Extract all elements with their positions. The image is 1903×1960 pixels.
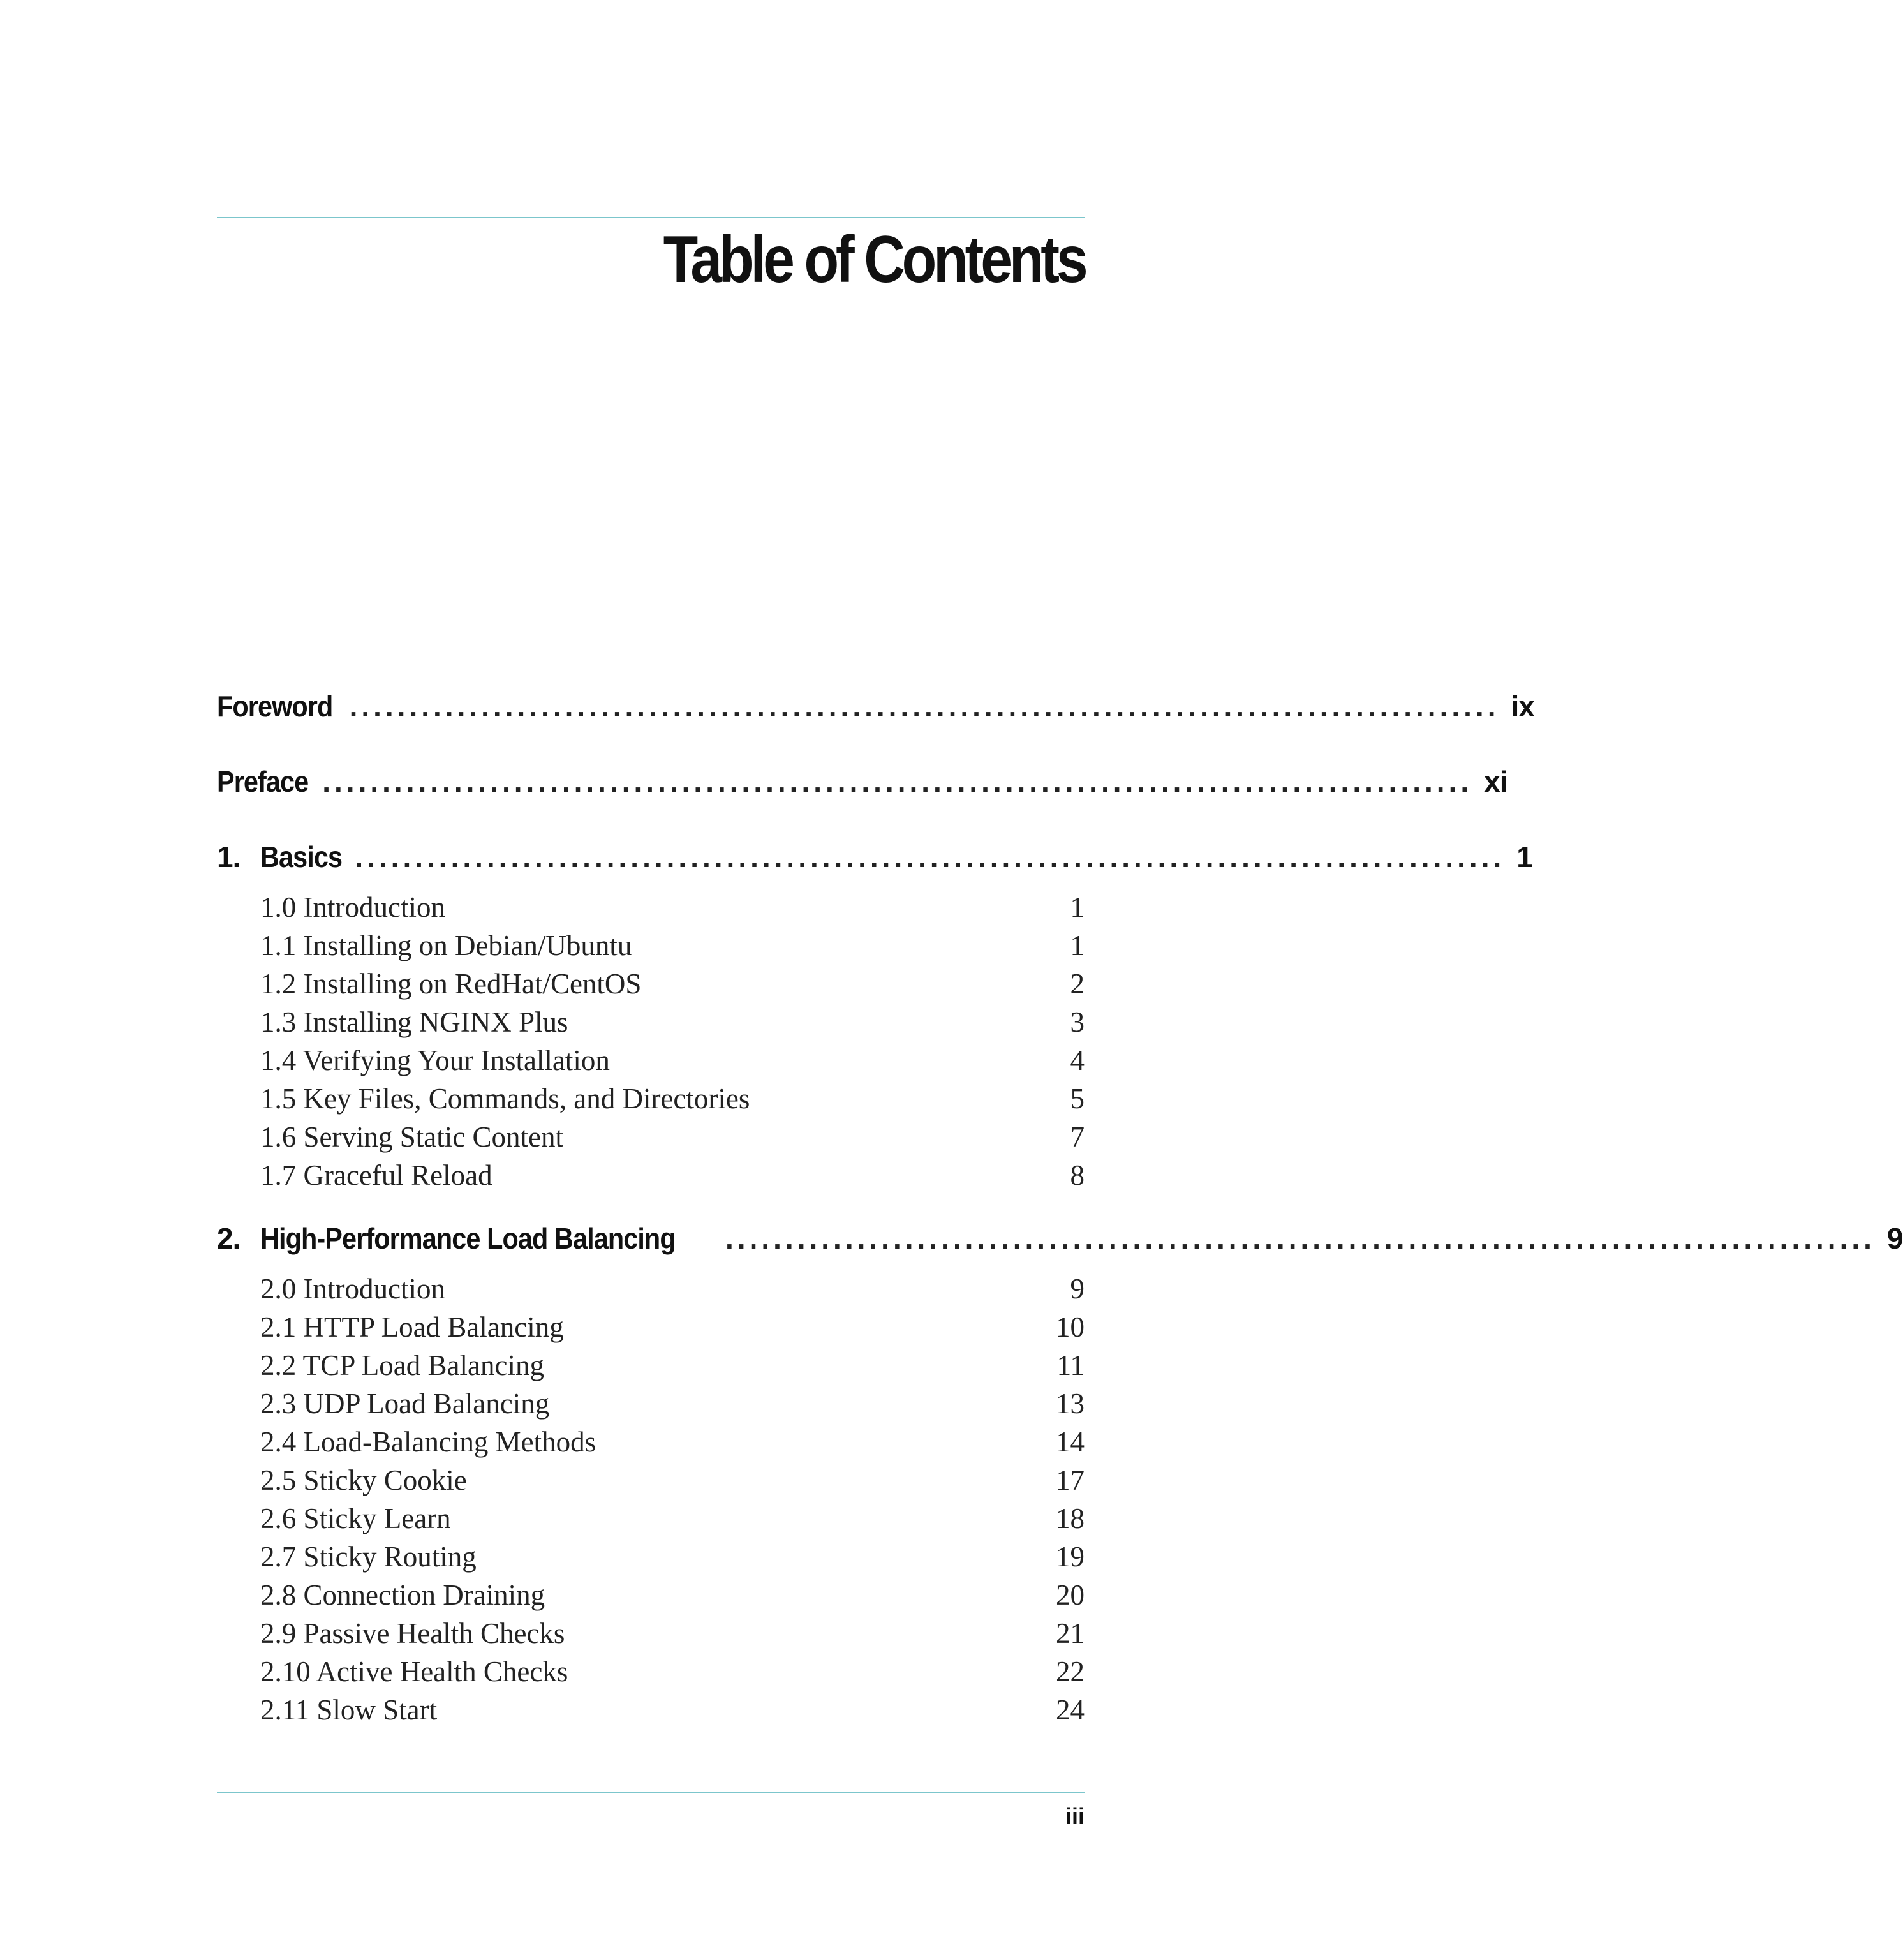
chapter-title: Basics [260, 840, 343, 873]
toc-section-entry[interactable] [217, 1387, 1085, 1425]
toc-section-entry[interactable] [217, 1272, 1085, 1310]
bottom-rule [217, 1792, 1085, 1793]
toc-page-number: 17 [1056, 1464, 1085, 1496]
toc-page-number: 21 [1056, 1617, 1085, 1649]
page-folio: iii [1065, 1803, 1085, 1829]
toc-entry-label: Foreword [217, 690, 333, 723]
toc-section-label: 1.6 Serving Static Content [260, 1121, 563, 1153]
toc-page-number: 2 [1070, 968, 1085, 1000]
table-of-contents [217, 689, 1903, 1756]
dot-leader: ................................................................................................ [349, 690, 1500, 723]
toc-chapter-2[interactable] [217, 1221, 1903, 1272]
toc-section-entry[interactable] [217, 1693, 1085, 1732]
toc-page-number: 3 [1070, 1006, 1085, 1038]
toc-section-label: 2.9 Passive Health Checks [260, 1617, 565, 1649]
toc-section-label: 2.6 Sticky Learn [260, 1503, 451, 1534]
toc-section-label: 2.8 Connection Draining [260, 1579, 545, 1611]
toc-page-number: 7 [1070, 1121, 1085, 1153]
toc-section-label: 2.11 Slow Start [260, 1694, 438, 1726]
toc-section-label: 2.3 UDP Load Balancing [260, 1388, 550, 1420]
toc-entry-label: Preface [217, 765, 309, 798]
toc-page-number: 11 [1056, 1349, 1085, 1381]
toc-page-number: 5 [1070, 1083, 1085, 1115]
toc-page-number: 13 [1056, 1388, 1085, 1420]
toc-section-entry[interactable] [217, 1310, 1085, 1349]
toc-section-entry[interactable] [217, 967, 1085, 1006]
toc-section-label: 1.7 Graceful Reload [260, 1159, 492, 1191]
toc-section-label: 2.10 Active Health Checks [260, 1656, 568, 1688]
toc-page-number: 22 [1056, 1656, 1085, 1688]
toc-section-label: 1.5 Key Files, Commands, and Directories [260, 1083, 750, 1115]
toc-section-entry[interactable] [217, 1120, 1085, 1159]
toc-section-label: 1.0 Introduction [260, 891, 445, 923]
toc-page-number: 20 [1056, 1579, 1085, 1611]
toc-section-entry[interactable] [217, 1617, 1085, 1655]
dot-leader: ................................................................................................ [725, 1222, 1876, 1255]
toc-section-entry[interactable] [217, 1082, 1085, 1120]
toc-page-number: 4 [1070, 1044, 1085, 1076]
toc-page-number: 1 [1516, 840, 1532, 873]
toc-section-label: 2.1 HTTP Load Balancing [260, 1311, 564, 1343]
toc-section-label: 1.2 Installing on RedHat/CentOS [260, 968, 642, 1000]
toc-page-number: ix [1511, 690, 1534, 723]
toc-page-number: 1 [1070, 891, 1085, 923]
toc-section-label: 2.5 Sticky Cookie [260, 1464, 467, 1496]
chapter-1-group [217, 840, 1532, 1197]
toc-entry-foreword[interactable] [217, 689, 1534, 740]
toc-section-entry[interactable] [217, 1502, 1085, 1540]
dot-leader: ................................................................................................ [355, 840, 1506, 873]
chapter-title: High-Performance Load Balancing [260, 1222, 676, 1255]
toc-page-number: 1 [1070, 930, 1085, 961]
toc-section-entry[interactable] [217, 1464, 1085, 1502]
toc-section-label: 2.4 Load-Balancing Methods [260, 1426, 596, 1458]
dot-leader: ................................................................................................ [322, 765, 1473, 798]
toc-page-number: 9 [1070, 1273, 1085, 1305]
toc-page-number: 8 [1070, 1159, 1085, 1191]
chapter-2-group [217, 1221, 1903, 1732]
toc-section-entry[interactable] [217, 1159, 1085, 1197]
toc-section-label: 1.4 Verifying Your Installation [260, 1044, 610, 1076]
page-title: Table of Contents [663, 223, 1085, 297]
chapter-number: 2. [217, 1222, 241, 1255]
toc-section-entry[interactable] [217, 1006, 1085, 1044]
toc-section-entry[interactable] [217, 929, 1085, 967]
toc-page-number: 9 [1886, 1222, 1903, 1255]
chapter-number: 1. [217, 840, 241, 873]
toc-section-entry[interactable] [217, 1540, 1085, 1578]
toc-section-label: 2.0 Introduction [260, 1273, 445, 1305]
toc-page-number: 14 [1056, 1426, 1085, 1458]
toc-section-label: 1.1 Installing on Debian/Ubuntu [260, 930, 632, 961]
top-rule [217, 217, 1085, 218]
toc-section-label: 2.7 Sticky Routing [260, 1541, 477, 1573]
toc-page-number: xi [1484, 765, 1507, 798]
toc-page-number: 24 [1056, 1694, 1085, 1726]
toc-chapter-1[interactable] [217, 840, 1532, 891]
toc-section-entry[interactable] [217, 891, 1085, 929]
toc-section-entry[interactable] [217, 1425, 1085, 1464]
toc-page-number: 19 [1056, 1541, 1085, 1573]
toc-page-number: 10 [1056, 1311, 1085, 1343]
toc-page-number: 18 [1056, 1503, 1085, 1534]
toc-section-entry[interactable] [217, 1655, 1085, 1693]
toc-section-entry[interactable] [217, 1578, 1085, 1617]
toc-entry-preface[interactable] [217, 764, 1507, 815]
toc-section-entry[interactable] [217, 1044, 1085, 1082]
toc-section-label: 2.2 TCP Load Balancing [260, 1349, 544, 1381]
toc-section-entry[interactable] [217, 1349, 1085, 1387]
toc-section-label: 1.3 Installing NGINX Plus [260, 1006, 568, 1038]
